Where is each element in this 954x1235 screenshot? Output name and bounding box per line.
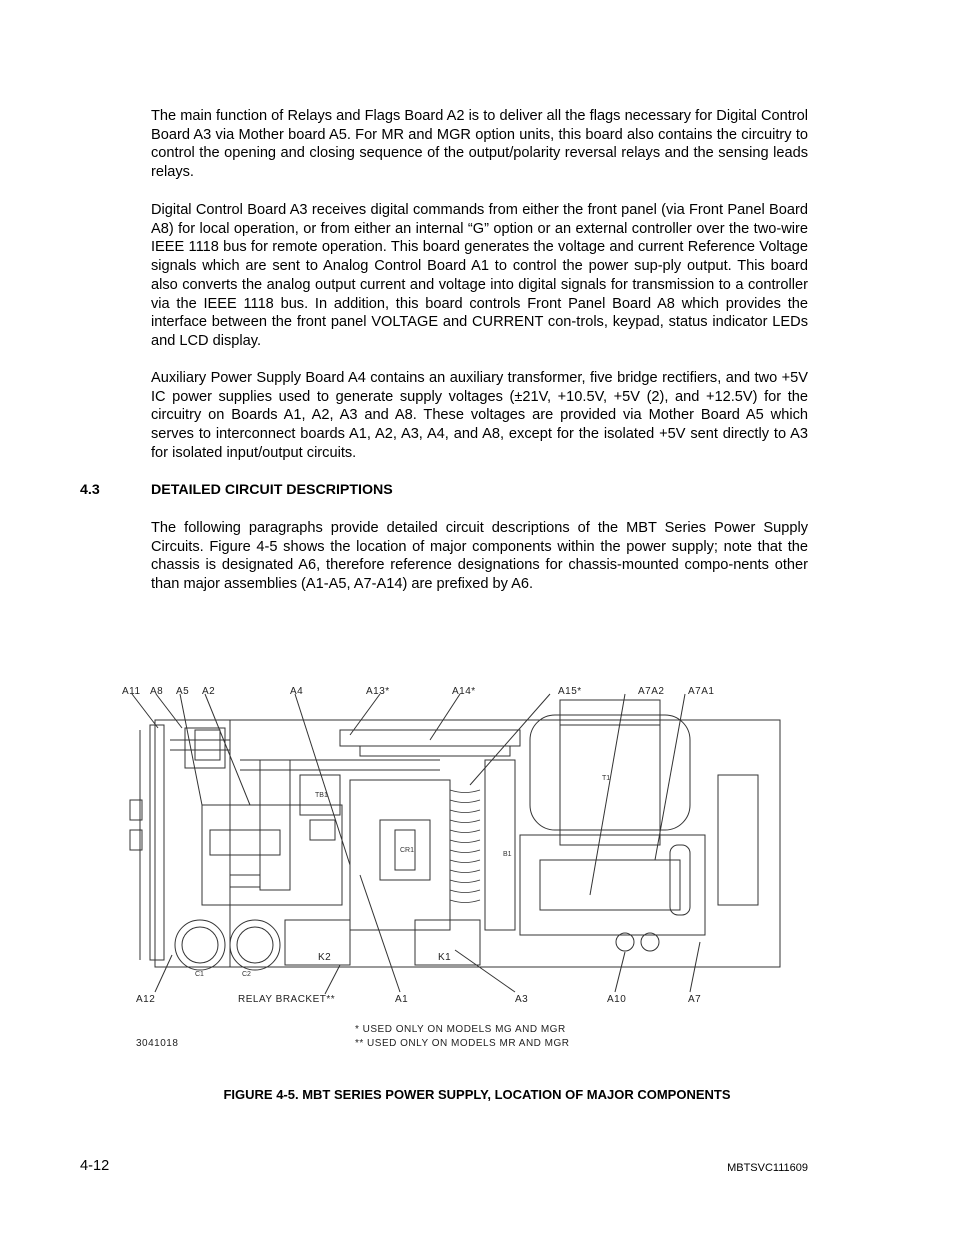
label-c2: C2 bbox=[242, 971, 251, 978]
label-relay-bracket: RELAY BRACKET** bbox=[238, 994, 336, 1005]
label-a15: A15* bbox=[558, 686, 582, 697]
label-a4: A4 bbox=[290, 686, 304, 697]
note-mr-mgr: ** USED ONLY ON MODELS MR AND MGR bbox=[355, 1038, 570, 1049]
label-a12: A12 bbox=[136, 994, 156, 1005]
label-a11: A11 bbox=[122, 686, 141, 697]
paragraph-relays-flags: The main function of Relays and Flags Board A2 is to deliver all the flags necessary for Digital Control Board A3 via Mother board A5. For MR and MGR option units, this board also contains the circuitry to control the opening and closing sequence of the output/polarity reversal relays and the sensing leads relays. bbox=[151, 108, 808, 181]
page-number: 4-12 bbox=[80, 1158, 110, 1174]
label-a1: A1 bbox=[395, 994, 409, 1005]
note-mg-mgr: * USED ONLY ON MODELS MG AND MGR bbox=[355, 1024, 566, 1035]
label-b1: B1 bbox=[503, 851, 512, 858]
label-a13: A13* bbox=[366, 686, 390, 697]
label-k2: K2 bbox=[318, 952, 332, 963]
label-a8: A8 bbox=[150, 686, 164, 697]
label-a14: A14* bbox=[452, 686, 476, 697]
document-id: MBTSVC111609 bbox=[727, 1162, 808, 1174]
figure-caption: FIGURE 4-5. MBT SERIES POWER SUPPLY, LOCATION OF MAJOR COMPONENTS bbox=[223, 1087, 731, 1102]
paragraph-section-intro: The following paragraphs provide detailed circuit descriptions of the MBT Series Power Supply Circuits. Figure 4-5 shows the location of major components within the power supply; note that the chassis is designated A6, therefore reference designations for chassis-mounted compo-nents other than major assemblies (A1-A5, A7-A14) are prefixed by A6. bbox=[151, 520, 808, 593]
figure-drawing bbox=[110, 680, 830, 1060]
label-c1: C1 bbox=[195, 971, 204, 978]
label-a2: A2 bbox=[202, 686, 216, 697]
section-number: 4.3 bbox=[80, 482, 100, 498]
paragraph-aux-power: Auxiliary Power Supply Board A4 contains an auxiliary transformer, five bridge rectifiers, and two +5V IC power supplies used to generate supply voltages (±21V, +10.5V, +5V (2), and +12.5V) for the circuitry on Boards A1, A2, A3 and A8. These voltages are provided via Mother Board A5 which serves to interconnect boards A1, A2, A3, A4, and A8, except for the isolated +5V sent directly to A3 for isolated input/output circuits. bbox=[151, 370, 808, 461]
paragraph-digital-control: Digital Control Board A3 receives digital commands from either the front panel (via Front Panel Board A8) for local operation, or from either an internal “G” option or an external controller over the two-wire IEEE 1118 bus for remote operation. This board generates the voltage and current Reference Voltage signals which are sent to Analog Control Board A1 to control the power sup-ply output. This board also converts the analog output current and voltage into digital signals for transmission to a controller via the IEEE 1118 bus. In addition, this board controls Front Panel Board A8 which provides the interface between the front panel VOLTAGE and CURRENT con-trols, keypad, status indicator LEDs and LCD display. bbox=[151, 202, 808, 349]
label-a10: A10 bbox=[607, 994, 627, 1005]
section-title: DETAILED CIRCUIT DESCRIPTIONS bbox=[151, 482, 393, 498]
label-a7a2: A7A2 bbox=[638, 686, 665, 697]
label-a3: A3 bbox=[515, 994, 529, 1005]
label-cr1: CR1 bbox=[400, 847, 415, 854]
label-a5: A5 bbox=[176, 686, 190, 697]
drawing-number: 3041018 bbox=[136, 1038, 179, 1049]
label-tb1: TB1 bbox=[315, 792, 328, 799]
label-k1: K1 bbox=[438, 952, 452, 963]
label-a7a1: A7A1 bbox=[688, 686, 715, 697]
label-t1: T1 bbox=[602, 775, 611, 782]
label-a7: A7 bbox=[688, 994, 702, 1005]
